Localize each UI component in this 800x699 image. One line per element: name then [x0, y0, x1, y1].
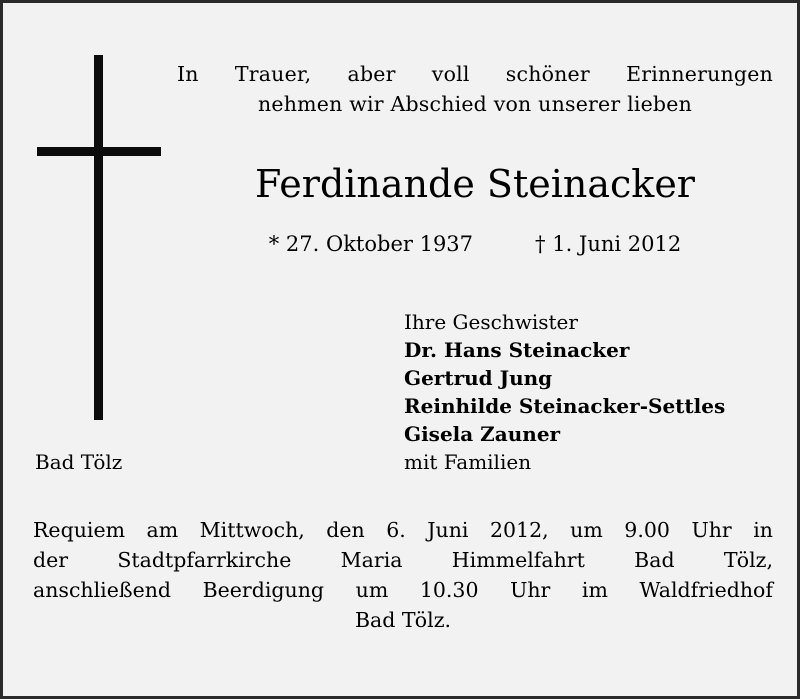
- service-line-1: Requiem am Mittwoch, den 6. Juni 2012, um 9.00 Uhr in: [33, 518, 773, 542]
- family-member: Gertrud Jung: [404, 366, 553, 390]
- service-line-4: Bad Tölz.: [354, 608, 452, 632]
- intro-line-1: In Trauer, aber voll schöner Erinnerungen: [177, 62, 773, 86]
- deceased-name: Ferdinande Steinacker: [255, 162, 695, 206]
- service-line-2: der Stadtpfarrkirche Maria Himmelfahrt Bad Tölz,: [33, 548, 773, 572]
- birth-date: * 27. Oktober 1937: [268, 232, 474, 256]
- intro-line-2: nehmen wir Abschied von unserer lieben: [258, 92, 692, 116]
- life-dates: [171, 229, 779, 259]
- family-member: Reinhilde Steinacker-Settles: [404, 394, 726, 418]
- city-label: Bad Tölz: [35, 450, 123, 474]
- surviving-family: [404, 308, 794, 476]
- family-heading: Ihre Geschwister: [404, 310, 578, 334]
- with-families-label: mit Familien: [404, 450, 532, 474]
- service-details: [33, 515, 773, 635]
- family-member: Gisela Zauner: [404, 422, 561, 446]
- intro-text: [171, 59, 779, 119]
- notice-content: [3, 3, 797, 696]
- service-line-3: anschließend Beerdigung um 10.30 Uhr im Waldfriedhof: [33, 578, 773, 602]
- death-date: † 1. Juni 2012: [535, 232, 682, 256]
- family-member: Dr. Hans Steinacker: [404, 338, 630, 362]
